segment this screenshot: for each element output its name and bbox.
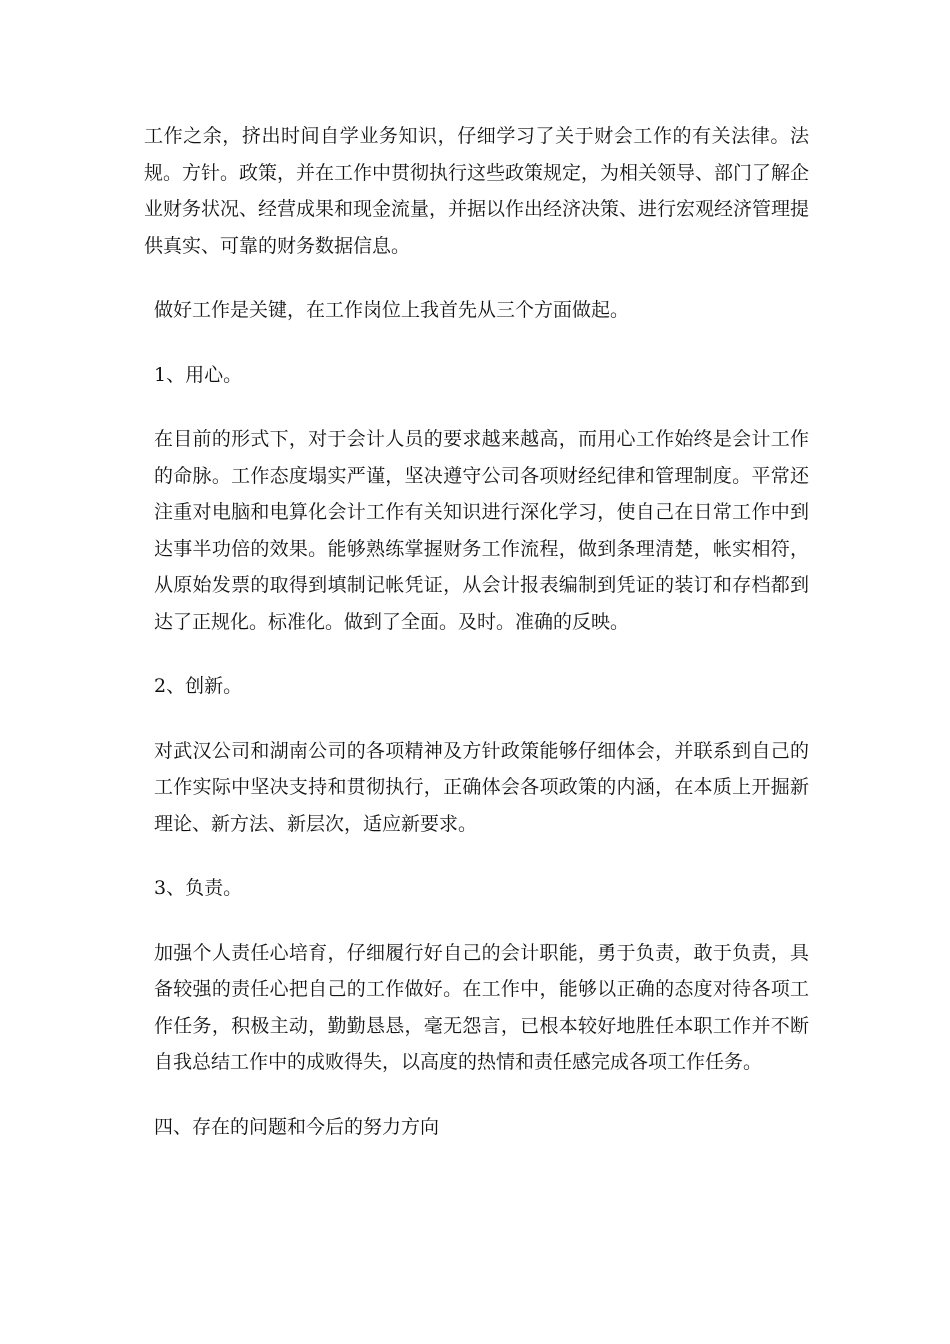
paragraph-spacer — [144, 1081, 809, 1109]
heading-item-3: 3、负责。 — [154, 877, 243, 899]
paragraph-innovation: 对武汉公司和湖南公司的各项精神及方针政策能够仔细体会，并联系到自己的工作实际中坚决支持和贯彻执行，正确体会各项政策的内涵，在本质上开掘新理论、新方法、新层次，适应新要求。 — [154, 739, 809, 835]
document-body — [144, 118, 809, 1145]
paragraph-study: 工作之余，挤出时间自学业务知识，仔细学习了关于财会工作的有关法律。法规。方针。政策，并在工作中贯彻执行这些政策规定，为相关领导、部门了解企业财务状况、经营成果和现金流量，并据以作出经济决策、进行宏观经济管理提供真实、可靠的财务数据信息。 — [144, 125, 810, 257]
section-heading-issues: 四、存在的问题和今后的努力方向 — [154, 1115, 440, 1138]
paragraph-spacer — [144, 329, 809, 357]
paragraph-spacer — [144, 907, 809, 935]
paragraph-key-work: 做好工作是关键，在工作岗位上我首先从三个方面做起。 — [154, 299, 630, 321]
heading-item-2: 2、创新。 — [154, 675, 243, 697]
paragraph-dedication: 在目前的形式下，对于会计人员的要求越来越高，而用心工作始终是会计工作的命脉。工作态度塌实严谨，坚决遵守公司各项财经纪律和管理制度。平常还注重对电脑和电算化会计工作有关知识进行深化学习，使自己在日常工作中到达事半功倍的效果。能够熟练掌握财务工作流程，做到条理清楚，帐实相符，从原始发票的取得到填制记帐凭证，从会计报表编制到凭证的装订和存档都到达了正规化。标准化。做到了全面。及时。准确的反映。 — [154, 428, 809, 633]
paragraph-spacer — [144, 393, 809, 421]
paragraph-responsibility: 加强个人责任心培育，仔细履行好自己的会计职能，勇于负责，敢于负责，具备较强的责任心把自己的工作做好。在工作中，能够以正确的态度对待各项工作任务，积极主动，勤勤恳恳，毫无怨言，已根本较好地胜任本职工作并不断自我总结工作中的成败得失，以高度的热情和责任感完成各项工作任务。 — [154, 941, 809, 1073]
heading-item-1: 1、用心。 — [154, 363, 243, 386]
paragraph-spacer — [144, 705, 809, 733]
paragraph-spacer — [144, 842, 809, 870]
paragraph-spacer — [144, 264, 809, 292]
paragraph-spacer — [144, 640, 809, 668]
